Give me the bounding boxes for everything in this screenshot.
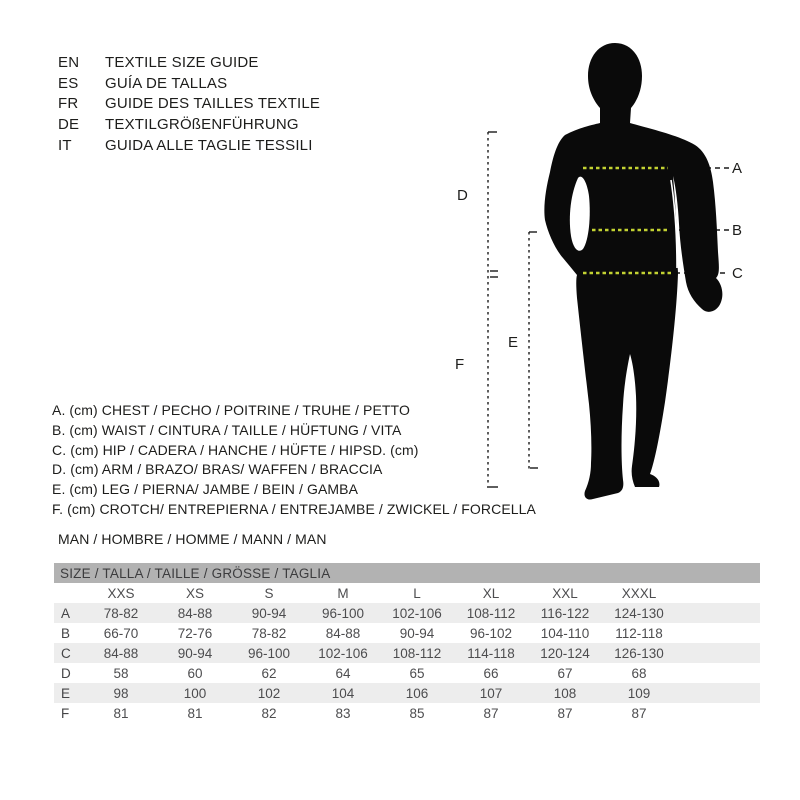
- table-cell: 114-118: [454, 643, 528, 663]
- table-cell: 85: [409, 705, 425, 721]
- table-row-crotch: [54, 703, 760, 723]
- table-cell: 87: [483, 705, 499, 721]
- legend-item-crotch: F. (cm) CROTCH/ ENTREPIERNA / ENTREJAMBE / ZWICKEL / FORCELLA: [52, 500, 536, 517]
- waist-marker-label: B: [732, 222, 743, 239]
- language-title-list: [58, 52, 320, 155]
- language-code: DE: [58, 115, 80, 133]
- hip-marker-label: C: [732, 265, 743, 282]
- size-column-header: XXS: [107, 585, 135, 601]
- table-cell: [676, 583, 760, 603]
- table-cell: 81: [113, 705, 129, 721]
- language-code: ES: [58, 74, 79, 92]
- table-cell: 90-94: [158, 643, 232, 663]
- arm-marker-label: D: [457, 187, 468, 204]
- table-cell: 126-130: [602, 643, 676, 663]
- legend-item-waist: B. (cm) WAIST / CINTURA / TAILLE / HÜFTUNG / VITA: [52, 421, 402, 438]
- table-cell: 96-100: [232, 643, 306, 663]
- language-title: GUIDE DES TAILLES TEXTILE: [105, 95, 321, 113]
- table-cell: 83: [335, 705, 351, 721]
- measurement-legend: [52, 401, 536, 520]
- table-cell: 58: [113, 665, 129, 681]
- table-row-arm: [54, 663, 760, 683]
- size-column-header: L: [413, 585, 421, 601]
- table-cell: 66-70: [103, 625, 139, 641]
- legend-item-arm: D. (cm) ARM / BRAZO/ BRAS/ WAFFEN / BRACCIA: [52, 461, 383, 478]
- table-row-hip: [54, 643, 760, 663]
- language-code: IT: [58, 136, 72, 154]
- size-table-header: SIZE / TALLA / TAILLE / GRÖSSE / TAGLIA: [54, 563, 760, 583]
- row-label: C: [54, 643, 84, 663]
- language-code: FR: [58, 95, 79, 113]
- table-cell: 66: [483, 665, 499, 681]
- table-cell: 64: [335, 665, 351, 681]
- size-column-header: XXL: [552, 585, 578, 601]
- size-column-header: M: [337, 585, 349, 601]
- table-cell: 98: [84, 683, 158, 703]
- table-row-leg: [54, 683, 760, 703]
- table-cell: 120-124: [528, 643, 602, 663]
- language-row: [58, 73, 320, 94]
- legend-item-leg: E. (cm) LEG / PIERNA/ JAMBE / BEIN / GAMBA: [52, 481, 359, 498]
- language-title: TEXTILGRÖßENFÜHRUNG: [105, 115, 299, 133]
- table-row-waist: [54, 623, 760, 643]
- table-cell: 84-88: [158, 603, 232, 623]
- gender-heading: MAN / HOMBRE / HOMME / MANN / MAN: [58, 531, 327, 547]
- table-cell: [676, 663, 760, 683]
- man-silhouette: [544, 43, 722, 500]
- size-column-header: XXXL: [621, 585, 657, 601]
- table-cell: 60: [187, 665, 203, 681]
- table-cell: 109: [602, 683, 676, 703]
- table-cell: 65: [409, 665, 425, 681]
- table-cell: 104-110: [540, 625, 590, 641]
- language-row: [58, 52, 320, 73]
- table-cell: 107: [454, 683, 528, 703]
- table-cell: [54, 583, 84, 603]
- size-header-row: [54, 583, 760, 603]
- table-cell: 100: [158, 683, 232, 703]
- size-table-header-row: [54, 563, 760, 583]
- row-label: D: [61, 665, 71, 681]
- table-cell: 84-88: [325, 625, 361, 641]
- table-cell: 87: [631, 705, 647, 721]
- table-cell: 124-130: [602, 603, 676, 623]
- table-cell: 102-106: [306, 643, 380, 663]
- crotch-marker-label: F: [455, 356, 465, 373]
- size-column-header: S: [264, 585, 274, 601]
- table-cell: 108-112: [454, 603, 528, 623]
- size-column-header: XL: [482, 585, 500, 601]
- table-cell: 108-112: [380, 643, 454, 663]
- table-cell: 82: [261, 705, 277, 721]
- table-cell: [676, 643, 760, 663]
- language-code: EN: [58, 53, 80, 71]
- table-cell: 87: [557, 705, 573, 721]
- table-cell: 90-94: [232, 603, 306, 623]
- table-cell: 78-82: [84, 603, 158, 623]
- table-cell: 112-118: [615, 625, 663, 641]
- table-cell: 72-76: [177, 625, 213, 641]
- table-cell: 102-106: [380, 603, 454, 623]
- table-cell: [676, 603, 760, 623]
- table-cell: 106: [380, 683, 454, 703]
- table-row-chest: [54, 603, 760, 623]
- language-row: [58, 114, 320, 135]
- leg-marker-label: E: [508, 334, 519, 351]
- language-row: [58, 93, 320, 114]
- table-cell: 102: [232, 683, 306, 703]
- language-title: TEXTILE SIZE GUIDE: [105, 53, 259, 71]
- row-label: E: [54, 683, 84, 703]
- chest-marker-label: A: [732, 160, 743, 177]
- table-cell: 78-82: [251, 625, 287, 641]
- table-cell: 81: [187, 705, 203, 721]
- row-label: A: [54, 603, 84, 623]
- table-cell: 90-94: [399, 625, 435, 641]
- size-column-header: XS: [185, 585, 204, 601]
- table-cell: [676, 623, 760, 643]
- table-cell: 108: [528, 683, 602, 703]
- legend-item-chest: A. (cm) CHEST / PECHO / POITRINE / TRUHE / PETTO: [52, 402, 410, 418]
- size-table: [54, 563, 760, 723]
- table-cell: 104: [306, 683, 380, 703]
- table-cell: [676, 703, 760, 723]
- table-cell: 67: [557, 665, 573, 681]
- table-cell: 84-88: [84, 643, 158, 663]
- table-cell: [676, 683, 760, 703]
- table-cell: 96-102: [469, 625, 513, 641]
- row-label: B: [61, 625, 71, 641]
- legend-item-hip: C. (cm) HIP / CADERA / HANCHE / HÜFTE / HIPSD. (cm): [52, 441, 419, 458]
- table-cell: 116-122: [528, 603, 602, 623]
- language-title: GUÍA DE TALLAS: [105, 74, 228, 92]
- table-cell: 96-100: [306, 603, 380, 623]
- table-cell: 68: [631, 665, 647, 681]
- language-row: [58, 135, 320, 156]
- row-label: F: [61, 705, 70, 721]
- table-cell: 62: [261, 665, 277, 681]
- language-title: GUIDA ALLE TAGLIE TESSILI: [105, 136, 313, 154]
